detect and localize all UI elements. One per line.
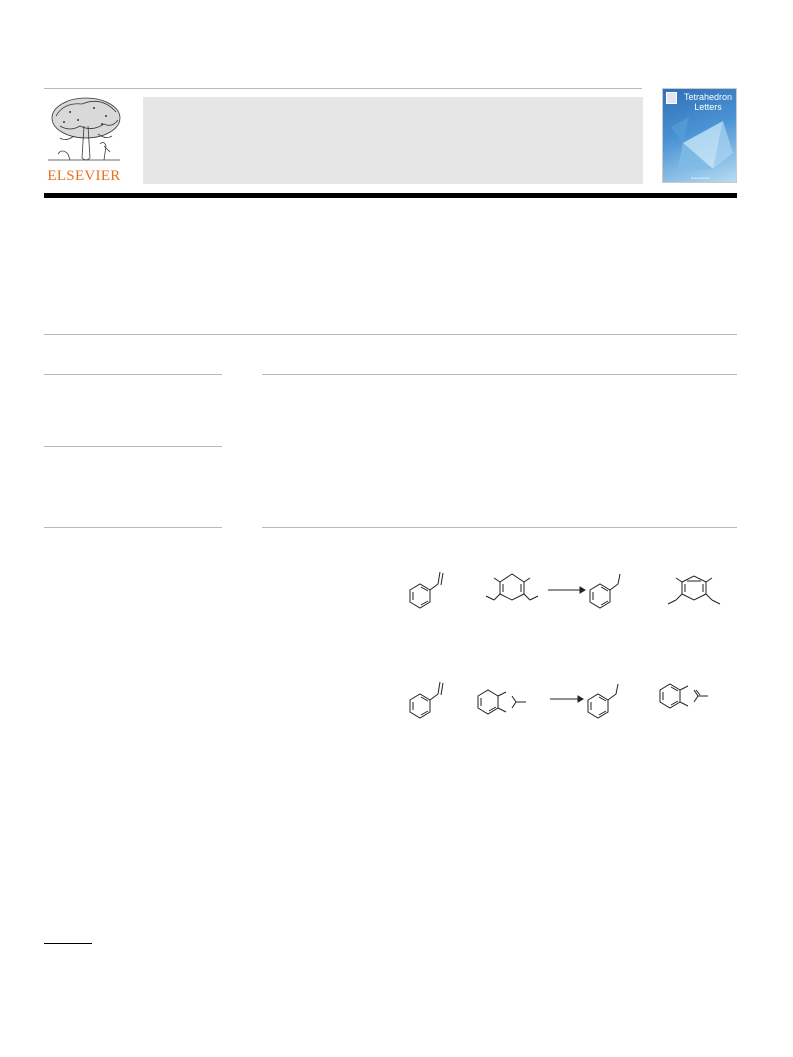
header-thick-rule xyxy=(44,193,737,198)
footnote-rule xyxy=(44,943,92,944)
reaction-arrow-2 xyxy=(550,696,583,702)
top-rule xyxy=(44,88,642,89)
reaction-scheme xyxy=(380,560,740,730)
publisher-logo[interactable] xyxy=(44,96,124,184)
journal-banner xyxy=(143,97,643,184)
benzothiazoline-structure xyxy=(478,690,526,714)
benzothiazole-structure xyxy=(660,684,708,708)
styrene-structure-1 xyxy=(410,572,443,608)
cover-title-line1: Tetrahedron xyxy=(683,92,733,102)
cover-badge xyxy=(666,92,677,104)
right-column-rule-2 xyxy=(262,527,737,528)
publisher-wordmark: ELSEVIER xyxy=(47,168,121,184)
ethylbenzene-structure-2 xyxy=(588,684,618,718)
cover-title xyxy=(678,92,737,112)
dihydropyridine-structure xyxy=(486,574,538,600)
right-column-rule-1 xyxy=(262,374,737,375)
left-column-rule-3 xyxy=(44,527,222,528)
cover-title-line2: Letters xyxy=(694,102,722,112)
section-rule xyxy=(44,334,737,335)
pyridine-structure xyxy=(668,576,720,604)
left-column-rule-1 xyxy=(44,374,222,375)
cover-tetrahedron-graphic xyxy=(663,113,737,179)
elsevier-tree-icon xyxy=(44,96,124,168)
reaction-arrow-1 xyxy=(548,587,585,593)
cover-footer: ScienceDirect xyxy=(691,176,710,180)
styrene-structure-2 xyxy=(410,682,443,718)
left-column-rule-2 xyxy=(44,446,222,447)
journal-cover[interactable] xyxy=(662,88,737,183)
ethylbenzene-structure-1 xyxy=(590,574,620,608)
